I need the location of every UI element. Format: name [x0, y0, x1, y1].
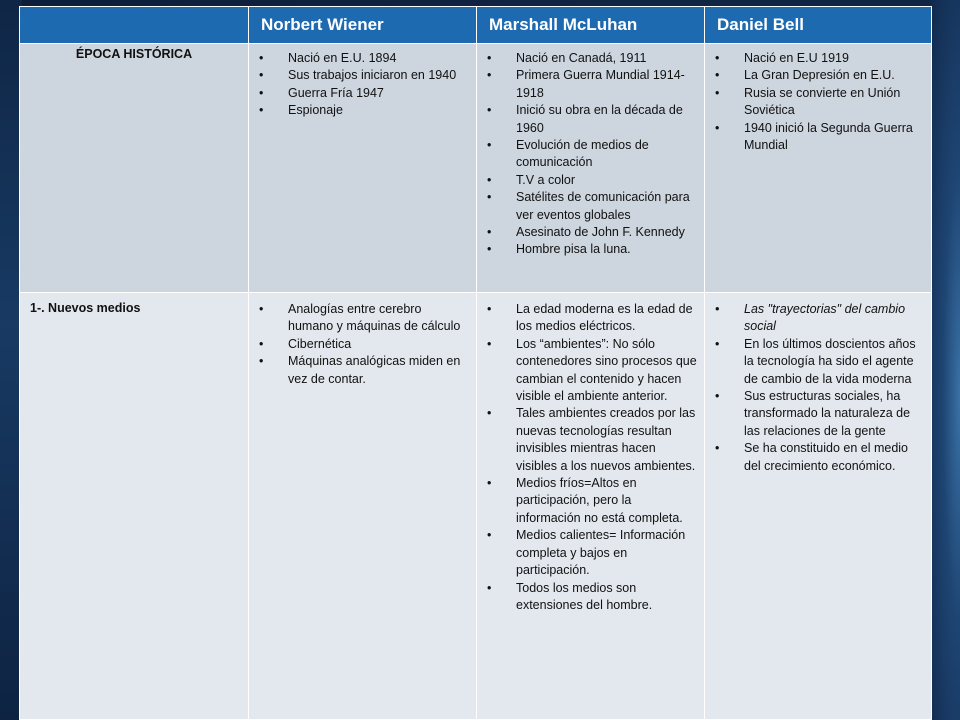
header-row [20, 7, 932, 44]
bullet-item: • Medios calientes= Información completa y bajos en participación. [478, 527, 697, 579]
bullet-list [706, 45, 930, 154]
bullet-item: • Asesinato de John F. Kennedy [478, 224, 697, 241]
cell-mcluhan-medios [477, 293, 705, 720]
bullet-item: • Inició su obra en la década de 1960 [478, 102, 697, 137]
header-corner-cell [20, 7, 249, 44]
bullet-item: • Sus estructuras sociales, ha transformado la naturaleza de las relaciones de la gente [706, 388, 924, 440]
bullet-list [250, 294, 475, 388]
bullet-item: • En los últimos doscientos años la tecnología ha sido el agente de cambio de la vida moderna [706, 336, 924, 388]
cell-bell-epoca [705, 44, 932, 293]
bullet-item: • Se ha constituido en el medio del crecimiento económico. [706, 440, 924, 475]
row-label-nuevos-medios: 1-. Nuevos medios [20, 293, 249, 720]
cell-wiener-epoca [249, 44, 477, 293]
header-norbert-wiener: Norbert Wiener [249, 7, 477, 44]
bullet-item: • Primera Guerra Mundial 1914-1918 [478, 67, 697, 102]
bullet-item: • Medios fríos=Altos en participación, pero la información no está completa. [478, 475, 697, 527]
cell-mcluhan-epoca [477, 44, 705, 293]
bullet-list [478, 45, 703, 259]
bullet-item: • Rusia se convierte en Unión Soviética [706, 85, 924, 120]
row-label-epoca-historica: ÉPOCA HISTÓRICA [20, 44, 249, 293]
bullet-item: • Hombre pisa la luna. [478, 241, 697, 258]
row-nuevos-medios [20, 293, 932, 720]
bullet-item: • Espionaje [250, 102, 469, 119]
bullet-list [250, 45, 475, 120]
bullet-item: • Tales ambientes creados por las nuevas tecnologías resultan invisibles mientras hacen visibles a los nuevos ambientes. [478, 405, 697, 475]
bullet-item: • 1940 inició la Segunda Guerra Mundial [706, 120, 924, 155]
header-marshall-mcluhan: Marshall McLuhan [477, 7, 705, 44]
bullet-list [478, 294, 703, 614]
bullet-item: • Cibernética [250, 336, 469, 353]
slide-background-right [930, 0, 960, 720]
bullet-item: • Sus trabajos iniciaron en 1940 [250, 67, 469, 84]
row-epoca-historica [20, 44, 932, 293]
bullet-item: • Máquinas analógicas miden en vez de contar. [250, 353, 469, 388]
bullet-item: • Analogías entre cerebro humano y máquinas de cálculo [250, 301, 469, 336]
bullet-item: • Evolución de medios de comunicación [478, 137, 697, 172]
cell-bell-medios [705, 293, 932, 720]
bullet-item: • T.V a color [478, 172, 697, 189]
bullet-item: • Los “ambientes”: No sólo contenedores sino procesos que cambian el contenido y hacen visible el ambiente anterior. [478, 336, 697, 406]
bullet-item: • Nació en E.U 1919 [706, 50, 924, 67]
comparison-table [19, 6, 932, 720]
bullet-item: • La Gran Depresión en E.U. [706, 67, 924, 84]
bullet-item: • Las "trayectorias" del cambio social [706, 301, 924, 336]
header-daniel-bell: Daniel Bell [705, 7, 932, 44]
bullet-item: • La edad moderna es la edad de los medios eléctricos. [478, 301, 697, 336]
bullet-item: • Nació en E.U. 1894 [250, 50, 469, 67]
cell-wiener-medios [249, 293, 477, 720]
bullet-item: • Satélites de comunicación para ver eventos globales [478, 189, 697, 224]
bullet-list [706, 294, 930, 475]
bullet-item: • Todos los medios son extensiones del hombre. [478, 580, 697, 615]
bullet-item: • Guerra Fría 1947 [250, 85, 469, 102]
bullet-item: • Nació en Canadá, 1911 [478, 50, 697, 67]
